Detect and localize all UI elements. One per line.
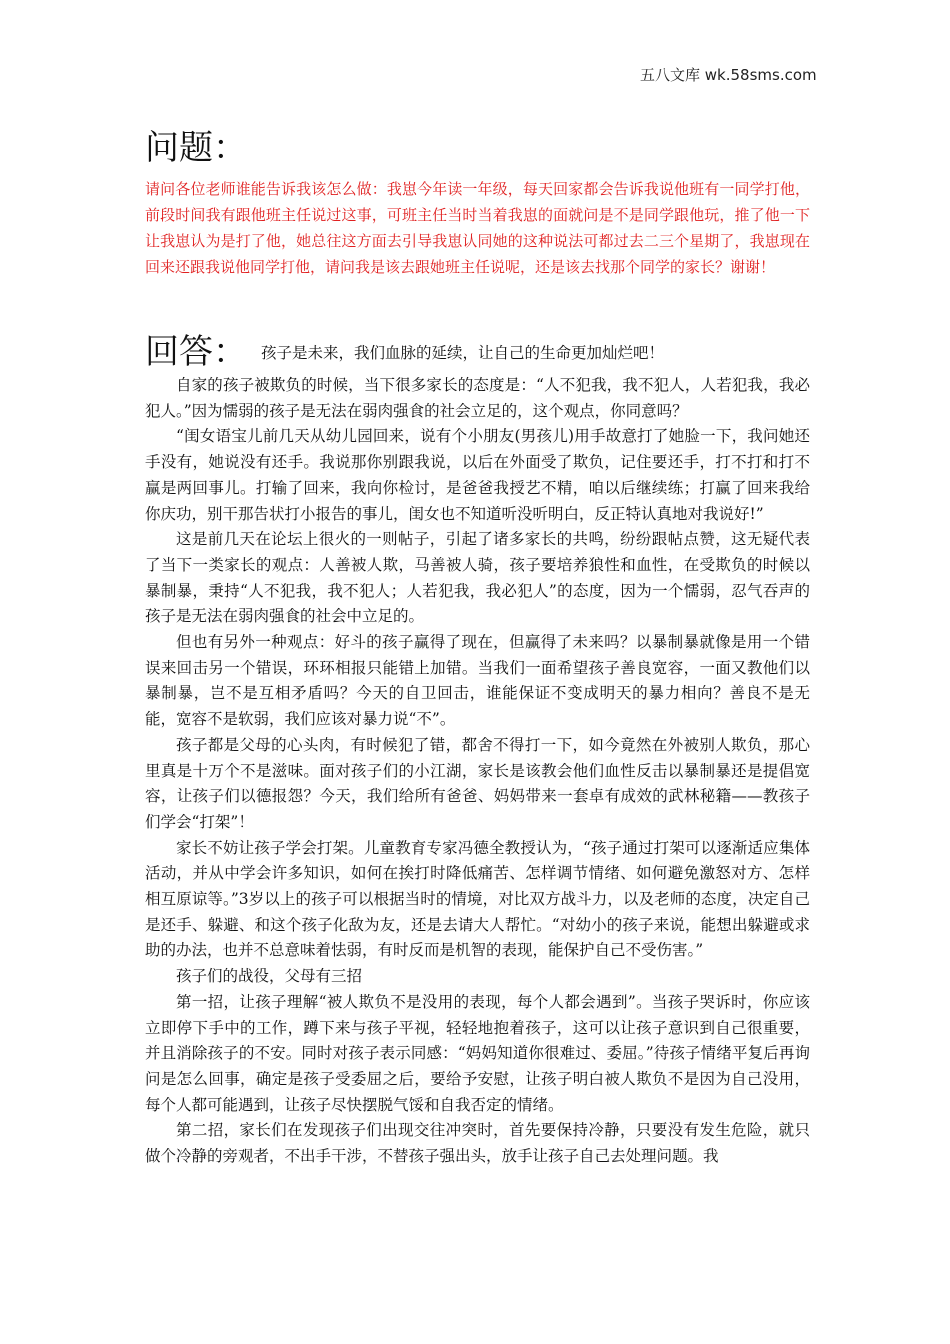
- question-text: 请问各位老师谁能告诉我该怎么做：我崽今年读一年级，每天回家都会告诉我说他班有一同学打他，前段时间我有跟他班主任说过这事，可班主任当时当着我崽的面就问是不是同学跟他玩，推了他一下让我崽认为是打了他，她总往这方面去引导我崽认同她的这种说法可都过去二三个星期了，我崽现在回来还跟我说他同学打他，请问我是该去跟她班主任说呢，还是该去找那个同学的家长？谢谢！: [145, 180, 810, 276]
- answer-paragraph: 第一招，让孩子理解“被人欺负不是没用的表现，每个人都会遇到”。当孩子哭诉时，你应该立即停下手中的工作，蹲下来与孩子平视，轻轻地抱着孩子，这可以让孩子意识到自己很重要，并且消除孩子的不安。同时对孩子表示同感：“妈妈知道你很难过、委屈。”待孩子情绪平复后再询问是怎么回事，确定是孩子受委屈之后，要给予安慰，让孩子明白被人欺负不是因为自己没用，每个人都可能遇到，让孩子尽快摆脱气馁和自我否定的情绪。: [145, 992, 810, 1114]
- question-block: [145, 176, 810, 280]
- answer-paragraph: 这是前几天在论坛上很火的一则帖子，引起了诸多家长的共鸣，纷纷跟帖点赞，这无疑代表了当下一类家长的观点：人善被人欺，马善被人骑，孩子要培养狼性和血性，在受欺负的时候以暴制暴，秉持“人不犯我，我不犯人；人若犯我，我必犯人”的态度，因为一个懦弱，忍气吞声的孩子是无法在弱肉强食的社会中立足的。: [145, 530, 810, 626]
- source-header: 五八文库 wk.58sms.com: [640, 66, 817, 84]
- answer-heading-row: [145, 332, 810, 372]
- answer-paragraph: 第二招，家长们在发现孩子们出现交往冲突时，首先要保持冷静，只要没有发生危险，就只做个冷静的旁观者，不出手干涉，不替孩子强出头，放手让孩子自己去处理问题。我: [145, 1121, 810, 1166]
- answer-body: [145, 373, 810, 1170]
- answer-paragraph: “闺女语宝儿前几天从幼儿园回来，说有个小朋友(男孩儿)用手故意打了她脸一下，我问她还手没有，她说没有还手。我说那你别跟我说，以后在外面受了欺负，记住要还手，打不打和打不赢是两回事儿。打输了回来，我向你检讨，是爸爸我授艺不精，咱以后继续练；打赢了回来我给你庆功，别干那告状打小报告的事儿，闺女也不知道听没听明白，反正特认真地对我说好!”: [145, 427, 810, 523]
- question-title: 问题：: [145, 128, 247, 168]
- answer-paragraph: 但也有另外一种观点：好斗的孩子赢得了现在，但赢得了未来吗？以暴制暴就像是用一个错误来回击另一个错误，环环相报只能错上加错。当我们一面希望孩子善良宽容，一面又教他们以暴制暴，岂不是互相矛盾吗？今天的自卫回击，谁能保证不变成明天的暴力相向？善良不是无能，宽容不是软弱，我们应该对暴力说“不”。: [145, 633, 810, 729]
- answer-subtitle: 孩子是未来，我们血脉的延续，让自己的生命更加灿烂吧！: [261, 344, 665, 362]
- answer-paragraph: 自家的孩子被欺负的时候，当下很多家长的态度是：“人不犯我，我不犯人，人若犯我，我必犯人。”因为懦弱的孩子是无法在弱肉强食的社会立足的，这个观点，你同意吗？: [145, 376, 810, 420]
- answer-paragraph: 家长不妨让孩子学会打架。儿童教育专家冯德全教授认为，“孩子通过打架可以逐渐适应集体活动，并从中学会许多知识，如何在挨打时降低痛苦、怎样调节情绪、如何避免激怒对方、怎样相互原谅等。”3岁以上的孩子可以根据当时的情境，对比双方战斗力，以及老师的态度，决定自己是还手、躲避、和这个孩子化敌为友，还是去请大人帮忙。“对幼小的孩子来说，能想出躲避或求助的办法，也并不总意味着怯弱，有时反而是机智的表现，能保护自己不受伤害。”: [145, 838, 810, 960]
- answer-title: 回答：: [145, 332, 247, 372]
- section-heading: 孩子们的战役，父母有三招: [176, 967, 363, 986]
- answer-paragraph: 孩子都是父母的心头肉，有时候犯了错，都舍不得打一下，如今竟然在外被别人欺负，那心里真是十万个不是滋味。面对孩子们的小江湖，家长是该教会他们血性反击以暴制暴还是提倡宽容，让孩子们以德报怨？今天，我们给所有爸爸、妈妈带来一套卓有成效的武林秘籍——教孩子们学会“打架”！: [145, 735, 810, 831]
